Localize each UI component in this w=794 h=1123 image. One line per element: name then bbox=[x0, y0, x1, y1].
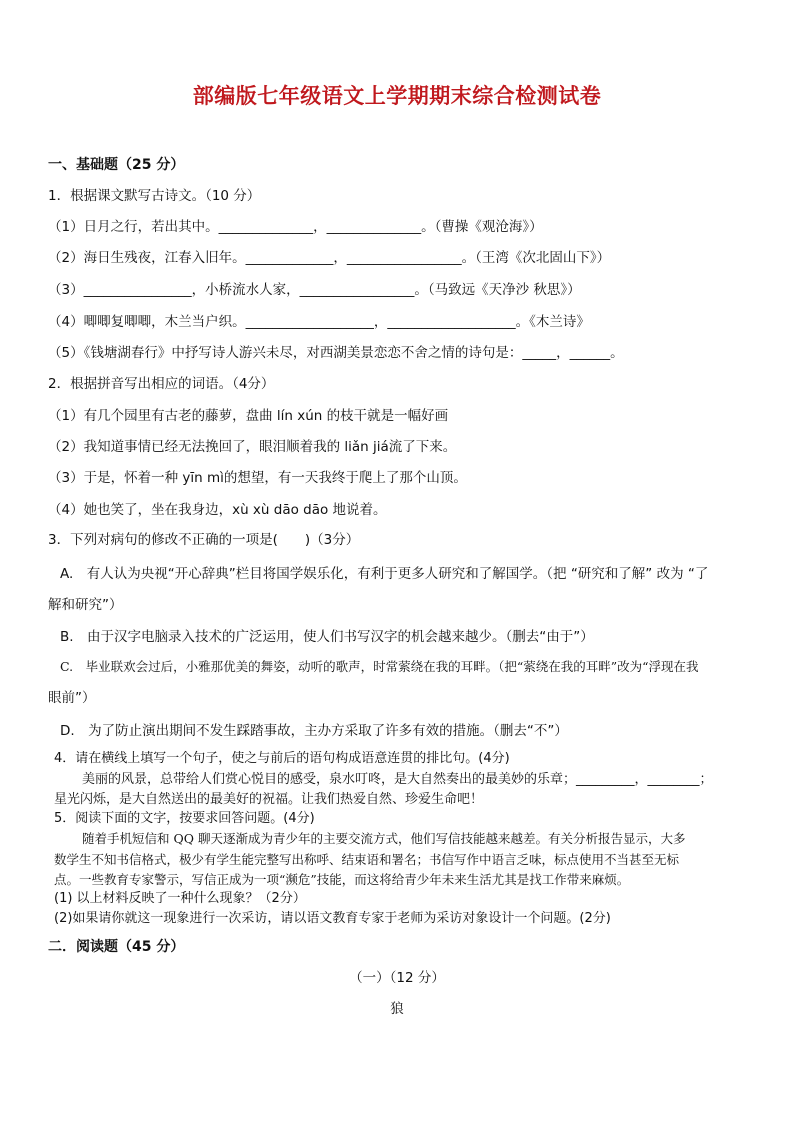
question-2-item-3: （3）于是，怀着一种 yīn mì的想望，有一天我终于爬上了那个山顶。 bbox=[48, 470, 467, 486]
question-2: 2．根据拼音写出相应的词语。（4分） bbox=[48, 376, 275, 392]
question-1-item-4: （4）唧唧复唧唧，木兰当户织。___________________，___________________。《木兰诗》 bbox=[48, 314, 590, 330]
question-1-item-2: （2）海日生残夜，江春入旧年。_____________，_________________。（王湾《次北固山下》） bbox=[48, 250, 611, 266]
question-3-option-d: D. 为了防止演出期间不发生踩踏事故，主办方采取了许多有效的措施。（删去“不”） bbox=[60, 723, 568, 739]
question-5: 5．阅读下面的文字，按要求回答问题。(4分) bbox=[54, 811, 315, 826]
question-5-sub-1: (1) 以上材料反映了一种什么现象？（2分） bbox=[54, 891, 306, 906]
section-reading-heading: 二．阅读题（45 分） bbox=[48, 939, 185, 955]
question-1-item-5: （5）《钱塘湖春行》中抒写诗人游兴未尽，对西湖美景恋恋不舍之情的诗句是：_____，______。 bbox=[48, 345, 624, 361]
question-5-passage-3: 点。一些教育专家警示，写信正成为一项“濒危”技能，而这将给青少年未来生活尤其是找工作带来麻烦。 bbox=[54, 872, 630, 887]
question-3-option-b: B. 由于汉字电脑录入技术的广泛运用，使人们书写汉字的机会越来越少。（删去“由于”） bbox=[60, 629, 594, 645]
question-2-item-4: （4）她也笑了，坐在我身边，xù xù dāo dāo 地说着。 bbox=[48, 502, 387, 518]
question-1-item-3: （3）________________，小桥流水人家，_________________。（马致远《天净沙 秋思》） bbox=[48, 282, 581, 298]
question-3: 3．下列对病句的修改不正确的一项是( )（3分） bbox=[48, 532, 360, 548]
question-4: 4．请在横线上填写一个句子，使之与前后的语句构成语意连贯的排比句。(4分) bbox=[54, 751, 510, 766]
question-5-passage-1: 随着手机短信和 QQ 聊天逐渐成为青少年的主要交流方式，他们写信技能越来越差。有关分析报告显示，大多 bbox=[82, 831, 686, 846]
exam-title: 部编版七年级语文上学期期末综合检测试卷 bbox=[192, 84, 602, 108]
question-3-option-a-cont: 解和研究”） bbox=[48, 597, 123, 613]
question-2-item-2: （2）我知道事情已经无法挽回了，眼泪顺着我的 liǎn jiá流了下来。 bbox=[48, 439, 457, 455]
question-2-item-1: （1）有几个园里有古老的藤萝，盘曲 lín xún 的枝干就是一幅好画 bbox=[48, 408, 449, 424]
question-4-text-cont: 星光闪烁，是大自然送出的最美好的祝福。让我们热爱自然、珍爱生命吧！ bbox=[54, 792, 484, 807]
question-5-passage-2: 数学生不知书信格式，极少有学生能完整写出称呼、结束语和署名；书信写作中语言乏味，标点使用不当甚至无标 bbox=[54, 852, 680, 867]
reading-part-1-heading: （一）（12 分） bbox=[349, 970, 445, 986]
reading-passage-title: 狼 bbox=[390, 1001, 404, 1017]
section-basics-heading: 一、基础题（25 分） bbox=[48, 157, 185, 173]
question-4-text: 美丽的风景，总带给人们赏心悦目的感受，泉水叮咚，是大自然奏出的最美妙的乐章；_________，________； bbox=[82, 772, 713, 787]
question-5-sub-2: (2)如果请你就这一现象进行一次采访，请以语文教育专家于老师为采访对象设计一个问题。(2分) bbox=[54, 911, 611, 926]
question-3-option-a: A. 有人认为央视“开心辞典”栏目将国学娱乐化，有利于更多人研究和了解国学。（把 “研究和了解” 改为 “了 bbox=[60, 566, 709, 582]
question-3-option-c: C. 毕业联欢会过后，小雅那优美的舞姿，动听的歌声，时常萦绕在我的耳畔。（把“萦绕在我的耳畔”改为“浮现在我 bbox=[60, 659, 699, 674]
question-1: 1．根据课文默写古诗文。（10 分） bbox=[48, 188, 261, 204]
question-3-option-c-cont: 眼前”） bbox=[48, 690, 96, 706]
question-1-item-1: （1）日月之行，若出其中。______________，______________。（曹操《观沧海》） bbox=[48, 219, 543, 235]
